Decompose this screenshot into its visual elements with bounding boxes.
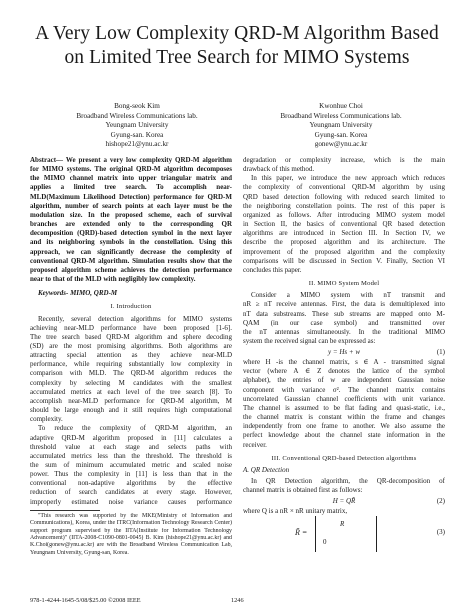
footnote-line: Advancement)" (IITA-2008-C1090-0801-0045) B. Kim (hishope21@ynu.ac.kr) and [30,535,232,541]
text-line: power. Thus the complexity in [11] is less than that in the [30,470,232,479]
author-university: Yeungnam University [309,121,373,130]
paragraph-outline [243,174,445,275]
section-heading-system-model: II. MIMO System Model [308,280,380,288]
text-line: where Q is a nR × nR unitary matrix, [243,507,348,516]
section-heading-introduction: I. Introduction [110,303,152,311]
text-line: Recently, several detection algorithms for MIMO systems [38,314,232,323]
text-line: the sum of minimum accumulated metric and scaled noise [30,461,232,469]
abstract-line: the MIMO channel matrix into upper triangular matrix and [30,174,232,183]
abstract-line: algorithm, number of search points at each layer must be the [30,201,232,210]
equation-1 [243,346,445,358]
text-line: nR ≥ nT receive antennas. First, the data is demultiplexed into [243,300,445,309]
text-line: conventional non-adaptive algorithms by the effective [30,479,232,488]
text-line: degradation or complexity increase, which is the main [243,156,445,164]
abstract-line: decomposition (QRD)-based detection symbol in the next layer [30,229,232,238]
text-line: perfect knowledge about the channel state information in the [243,431,445,440]
intro-paragraph-2 [30,424,232,506]
text-line: receiver. [243,440,267,449]
author-name: Bong-seok Kim [114,102,160,110]
text-line: threshold value at each stage and selects paths with [30,442,232,451]
text-line: component with variance σ². The channel matrix contains [243,385,445,394]
text-line: algorithms are introduced in Section III. In Section IV, we [243,229,445,238]
equation-3 [243,516,445,556]
paragraph-system-model [243,291,445,346]
text-line: describe the proposed algorithm and its architecture. The [243,238,445,247]
text-line: comparisons will be discussed in Section V. Finally, Section VI [243,256,445,265]
text-line: QAM (in our case symbol) and transmitted over [243,318,445,327]
keywords: Keywords- MIMO, QRD-M [38,289,118,298]
author-email[interactable]: gonew@ynu.ac.kr [314,140,368,149]
abstract-line: and its neighboring symbols in the constellation. Using this [30,238,232,247]
author-block-1 [37,102,237,150]
author-affiliation: Broadband Wireless Communications lab. [280,111,402,120]
text-line: complexity. [30,415,63,424]
footnote-rule [30,510,100,511]
text-line: To reduce the complexity of QRD-M algorithm, an [38,424,232,433]
equation-2 [243,495,445,507]
abstract-line: Abstract— We present a very low complexity QRD-M algorithm [30,156,232,164]
subsection-heading-qr-detection: A. QR Detection [243,465,290,474]
text-line: The channel is assumed to be flat fading and quasi-static, i.e., [243,403,445,412]
text-line: In QR Detection algorithm, the QR-decomposition of [251,477,445,485]
text-line: drawback of this method. [243,165,315,174]
abstract-line: applies a limited tree search. To accomplish near- [30,183,232,192]
matrix-entry-r: R [340,520,345,529]
text-line: reduction of search candidates at every stage. However, [30,488,232,497]
text-line: independently from one frame to another. We also assume the [243,422,445,431]
footnote [30,513,232,557]
matrix-entry-zero: 0 [323,538,327,547]
paragraph-channel [243,358,445,450]
title-line-1: A Very Low Complexity QRD-M Algorithm Based [35,23,439,44]
footnote-line: "This research was supported by the MKE(Ministry of Information and [38,512,232,519]
text-line: comparison with MLD. The QRD-M algorithm reduces the [30,369,232,378]
abstract-line: branches are extended only to the corresponding QR [30,220,232,229]
text-line: nT data substreams. These sub streams are mapped onto M- [243,309,445,318]
text-line: system the received signal can be expressed as: [243,336,376,345]
section-heading-qrd-detection: III. Conventional QRD-based Detection algorithms [271,454,417,462]
equation-text: H = QR̃ [332,497,356,506]
author-university: Yeungnam University [105,121,169,130]
author-block-2 [241,102,441,150]
author-location: Gyung-san. Korea [314,130,368,139]
page-number: 1246 [231,597,244,604]
text-line: QRD based detection following with reduced search limited to [243,192,445,201]
abstract-line: near to that of the MLD with negligibly low complexity. [30,275,196,284]
text-line: accumulated metrics at each level of the tree search [8]. To [30,387,232,396]
text-line: performance, while requiring substantially low complexity in [30,360,232,369]
equation-number: (2) [436,497,445,506]
equation-number: (1) [436,348,445,357]
equation-text: y = Hs + w [327,348,360,357]
text-line: concludes this paper. [243,265,302,274]
abstract-line: MLD(Maximum Likelihood Detection) performance for QRD-M [30,192,232,201]
text-line: organized as follows. After introducing MIMO system model [243,210,445,219]
footnote-line: support program supervised by the IITA(Institute for Information Technology [30,527,232,534]
text-line: where H -is the channel matrix, s ∈ A - transmitted signal [243,358,445,367]
left-column [30,156,232,557]
text-line: in Section II, the basics of conventional QR based detection [243,220,445,229]
text-line: improperly estimated noise variance causes performance [30,497,232,506]
paper-title [0,22,474,70]
text-line: Consider a MIMO system with nT transmit and [251,291,445,300]
text-line: (SD) are the most promising algorithms. Both algorithms are [30,341,232,350]
text-line: The tree search based QRD-M algorithm and sphere decoding [30,332,232,341]
text-line: the nT antennas simultaneously. In the traditional MIMO [243,327,445,336]
footnote-line: Communications), Korea, under the ITRC(Information Technology Research Center) [30,520,232,527]
abstract-line: for MIMO systems. The original QRD-M algorithm decomposes [30,165,232,174]
right-column [243,156,445,556]
text-line: accumulated metrics less than the threshold. The threshold is [30,451,232,460]
text-line: adaptive QRD-M algorithm proposed in [11] calculates a [30,433,232,442]
author-name: Kwonhue Choi [319,102,363,110]
text-line: the neighboring constellation points. The rest of this paper is [243,201,445,210]
text-line: uncorrelated Gaussian channel coefficients with unit variance. [243,394,445,403]
title-line-2: on Limited Tree Search for MIMO Systems [64,47,410,68]
abstract-line: modulation size. In the proposed scheme, each of survival [30,210,232,219]
text-line: channel matrix is obtained first as follows: [243,486,363,495]
text-line: should be large enough and it still requires high computational [30,406,232,415]
matrix-lhs: R̃ = [295,528,308,538]
text-line: In this paper, we introduce the new approach which reduces [251,174,445,183]
text-line: the complexity of conventional QRD-M algorithm by using [243,183,445,192]
footnote-line: Yeungnam University, Gyung-san, Korea. [30,549,129,556]
abstract-line: proposed algorithm scheme achieves the detection performance [30,265,232,274]
footnote-line: K.Choi(gonew@ynu.ac.kr) are with the Broadband Wireless Communication Lab, [30,542,232,549]
author-affiliation: Broadband Wireless Communications lab. [76,111,198,120]
text-line: the channel matrix is constant within the frame and changes [243,413,445,422]
text-line: complexity by selecting M candidates with the smallest [30,378,232,387]
text-line: vector (where A ∈ Z denotes the lattice of the symbol [243,367,445,376]
author-email[interactable]: hishope21@ynu.ac.kr [105,140,169,149]
author-location: Gyung-san. Korea [110,130,164,139]
text-line: accomplish near-MLD performance for QRD-M algorithm, M [30,396,232,405]
abstract-line: conventional QRD-M algorithm. Simulation results show that the [30,256,232,265]
abstract [30,156,232,284]
text-line: alphabet), the entries of w are independent Gaussian noise [243,376,445,385]
text-line: attracting special attention as they achieve near-MLD [30,351,232,360]
text-line: achieving near-MLD performance have been proposed [1-6]. [30,323,232,332]
equation-number: (3) [436,528,445,537]
abstract-line: approach, we can significantly decrease the complexity of [30,247,232,256]
footer-copyright: 978-1-4244-1645-5/08/$25.00 ©2008 IEEE [30,597,141,604]
text-line: improvement of the proposed algorithm and the complexity [243,247,445,256]
intro-paragraph-1 [30,315,232,425]
